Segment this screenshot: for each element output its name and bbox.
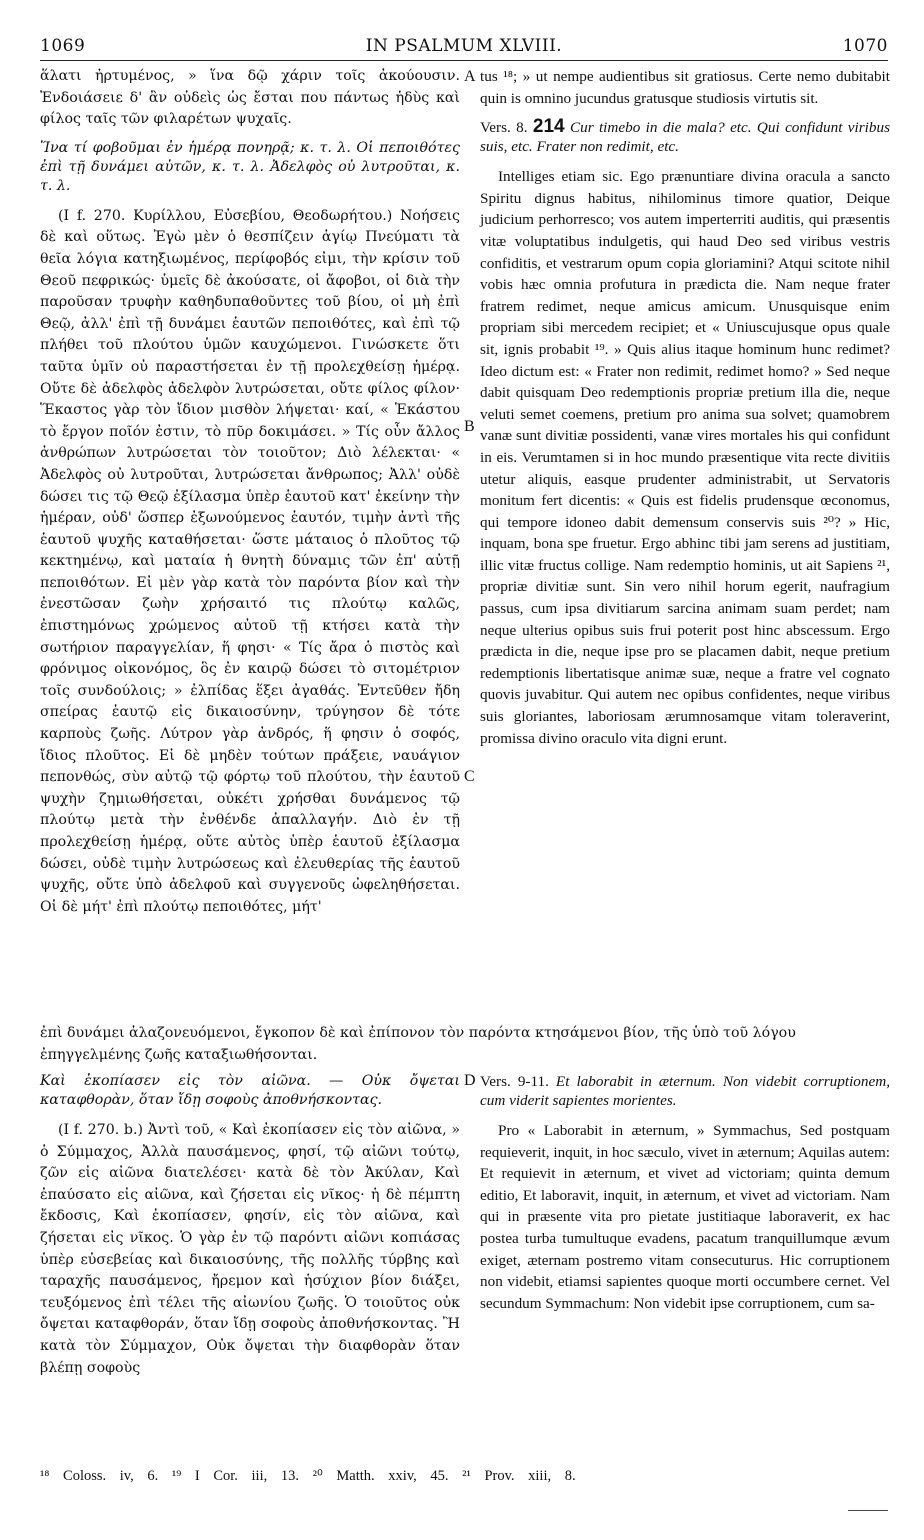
running-header [40, 36, 888, 58]
greek-lemma-2: Καὶ ἐκοπίασεν εἰς τὸν αἰῶνα. — Οὐκ ὄψεται καταφθορὰν, ὅταν ἴδῃ σοφοὺς ἀποθνήσκοντας. [40, 1073, 460, 1108]
latin-lemma-1 [480, 117, 890, 156]
margin-letter-c: C [464, 768, 475, 785]
greek-span-line-1: ἐπὶ δυνάμει ἀλαζονευόμενοι, ἔγκοπον δὲ καὶ ἐπίπονον τὸν παρόντα κτησάμενοι βίον, τῆς ὑπὸ τοῦ λόγου [40, 1025, 796, 1041]
greek-lemma-1: Ἵνα τί φοβοῦμαι ἐν ἡμέρᾳ πονηρᾷ; κ. τ. λ. Οἱ πεποιθότες ἐπὶ τῇ δυνάμει αὐτῶν, κ. τ. λ. Ἀδελφὸς οὐ λυτροῦται, κ. τ. λ. [40, 139, 460, 194]
latin-lemma-1-text: Cur timebo in die mala? etc. Qui confidunt viribus suis, etc. Frater non redimit, etc. [480, 119, 890, 156]
latin-column-lower [480, 1072, 890, 1314]
latin-column [480, 66, 890, 749]
greek-column-lower [40, 1072, 460, 1379]
latin-lemma-2-verse: Vers. 9-11. [480, 1073, 549, 1090]
latin-paragraph-3: Pro « Laborabit in æternum, » Symmachus, Sed postquam requieverit, inquit, in hoc sæculo, vivet in æternum; Aquilas autem: Et requievit in æternum, et vivet ad victoriam; quinta demum editio, Et laboravit, inquit, in æternum, et vivet ad victoriam. Nam qui in præsente vita pro pietate justitiaque laboraverit, ex hac postea turba tumultuque evadens, pacatum tranquillumque ævum exiget, æternam postremo vitam consecuturus. Hic corruptionem non videbit, etiamsi sapientes quoque morti occumbere cernet. Vel secundum Symmachum: Non videbit ipse corruptionem, cum sa- [480, 1122, 890, 1312]
footnotes: ¹⁸ Coloss. iv, 6. ¹⁹ I Cor. iii, 13. ²⁰ Matth. xxiv, 45. ²¹ Prov. xiii, 8. [40, 1468, 576, 1484]
column-number-214: 214 [532, 116, 565, 138]
margin-letter-b: B [464, 418, 475, 435]
greek-paragraph-2: (I f. 270. Κυρίλλου, Εὐσεβίου, Θεοδωρήτου.) Νοήσεις δὲ καὶ οὕτως. Ἐγὼ μὲν ὁ θεσπίζειν ἁγίῳ Πνεύματι τὰ θεῖα λόγια κατηξιωμένος, περίφοβός εἰμι, τὴν κρίσιν τοῦ Θεοῦ πεφρικώς· ὑμεῖς δὲ ἀκούσατε, οἱ ἄφοβοι, οἱ διὰ τὴν παροῦσαν τρυφὴν καθηδυπαθοῦντες τοῦ βίου, οἱ μὴ ἐπὶ Θεῷ, ἀλλ' ἐπὶ τῇ δυνάμει ἑαυτῶν πεποιθότες, καὶ ἐπὶ τῷ πλήθει τοῦ πλούτου ὑμῶν καυχώμενοι. Γινώσκετε ὅτι ταῦτα ὑμῖν οὐ παραστήσεται ἐν τῇ προλεχθείσῃ ἡμέρᾳ. Οὔτε δὲ ἀδελφὸς ἀδελφὸν λυτρώσεται, οὔτε φίλος φίλον· Ἕκαστος γὰρ τὸν ἴδιον μισθὸν λήψεται· καί, « Ἑκάστου τὸ ἔργον ποῖόν ἐστιν, τὸ πῦρ δοκιμάσει. » Τίς οὖν ἄλλος ἀνθρώπων λυτρώσεται τὸν τοιοῦτον; Διὸ λέλεκται· « Ἀδελφὸς οὐ λυτροῦται, λυτρώσεται ἄνθρωπος; Ἀλλ' οὐδὲ δώσει τις τῷ Θεῷ ἐξίλασμα ὑπὲρ ἑαυτοῦ κατ' ἐκείνην τὴν ἡμέραν, οὐδ' ὥσπερ ἐξωνούμενος ἑαυτόν, τιμὴν ἀντὶ τῆς ἑαυτοῦ ψυχῆς καταθήσεται· ὥστε μάταιος ὁ πλοῦτος τῷ κεκτημένῳ, καὶ ματαία ἡ θνητὴ δύναμις τῶν ἐπ' αὐτῇ πεποιθότων. Εἰ μὲν γὰρ κατὰ τὸν παρόντα βίον καὶ τὴν ἐνεστῶσαν ζωὴν χρήσαιτό τις πλούτῳ καλῶς, ἐπιστημόνως χρώμενος αὐτοῦ τῇ κτήσει κατὰ τὴν σωτήριον παραγγελίαν, ἥ φησι· « Τίς ἄρα ὁ πιστὸς καὶ φρόνιμος οἰκονόμος, ὃς ἐν καιρῷ δώσει τὸ σιτομέτριον τοῖς συνδούλοις; » ἐλπίδας ἕξει ἀγαθάς. Ἐντεῦθεν ἤδη σπείρας ἑαυτῷ εἰς δικαιοσύνην, τρύγησον δὲ τότε καρποὺς ζωῆς. Λύτρον γὰρ ἀνδρός, ἥ φησιν ὁ σοφός, ἴδιος πλοῦτος. Εἰ δὲ μηδὲν τούτων πράξειε, ναυάγιον πεπονθώς, σὺν αὐτῷ τῷ φόρτῳ τοῦ πλούτου, τὴν ἑαυτοῦ ψυχὴν ζημιωθήσεται, οὐκέτι χρήσθαι δυνάμενος τῷ πλούτῳ μετὰ τὴν ἐνθένδε ἀπαλλαγήν. Διὸ ἐν τῇ προλεχθείσῃ ἡμέρᾳ, οὔτε αὐτὸς ὑπὲρ ἑαυτοῦ ἐξίλασμα δώσει, οὐδὲ τιμὴν λυτρώσεως καὶ ἐλευθερίας τῆς ἑαυτοῦ ψυχῆς, οὔτε ὑπὸ ἀδελφοῦ καὶ συγγενοῦς ὠφεληθήσεται. Οἱ δὲ μήτ' ἐπὶ πλούτῳ πεποιθότες, μήτ' [40, 207, 460, 915]
latin-lemma-1-verse: Vers. 8. [480, 119, 528, 137]
greek-column [40, 66, 460, 918]
margin-letter-a: A [464, 68, 476, 85]
latin-paragraph-1: tus ¹⁸; » ut nempe audientibus sit gratiosus. Certe nemo dubitabit quin is omnino jucundus gratusque studiosis virtutis sit. [480, 68, 890, 107]
left-page-number: 1069 [40, 36, 86, 56]
margin-letter-d: D [464, 1072, 476, 1089]
latin-paragraph-2: Intelliges etiam sic. Ego prænuntiare divina oracula a sancto Spiritu dignus habitus, nihilominus timore quatior, Deique judicium perhorresco; vos autem imperterriti auditis, qui præsentis vitæ voluptatibus indulgetis, qui haud Deo sed viribus vestris confiditis, et vestrarum opum copia gloriamini? Atqui scitote nihil vobis hæc omnia profutura in prædicta die. Nam neque frater fratrem redimet, neque amicus amicum. Unusquisque enim propriam sibi mercedem recipiet; et « Uniuscujusque opus quale sit, ignis probabit ¹⁹. » Quis alius itaque hominum hunc redimet? Ideo dictum est: « Frater non redimit, redimet homo? » Sed neque dabit quisquam Deo redemptionis propriæ pretium illa die, neque veluti semet coemens, pretium pro anima sua solvet; quamobrem vanæ sunt divitiæ possidenti, vanæ vires mortales his qui confidunt in eis. Verumtamen si in hoc mundo præsentique vita recte divitiis utetur aliquis, easque prudenter administrabit, ut Servatoris monitum fert dicentis: « Quis est fidelis prudensque œconomus, qui tempore idoneo dabit demensum conservis suis ²⁰? » Hic, inquam, bona spe fruetur. Ergo abhinc tibi jam serens ad justitiam, illic vitæ fructus collige. Nam redemptio hominis, ut ait Sapiens ²¹, propriæ divitiæ sunt. Sin vero nihil horum egerit, naufragium passus, cum ipsa divitiarum sarcina animam suam perdet; nam neque ulterius opibus suis frui poterit post hinc abscessum. Ergo prædicta in die, neque ipse pro se placamen dabit, neque pretium redemptionis libertatisque animæ suæ, neque a fratre vel cognato quovis juvabitur. Qui autem nec opibus confidentes, neque viribus suis gloriantes, laboriosam ærumnosamque vitam toleraverint, promissa divino oraculo vita digni erunt. [480, 168, 890, 747]
bottom-rule [848, 1510, 888, 1511]
latin-lemma-2 [480, 1072, 890, 1110]
latin-lemma-2-text: Et laborabit in æternum. Non videbit corruptionem, cum viderit sapientes morientes. [480, 1073, 890, 1109]
header-rule [40, 60, 888, 61]
greek-span-line-2: ἐπηγγελμένης ζωῆς καταξιωθήσονται. [40, 1047, 318, 1063]
greek-paragraph-3: (I f. 270. b.) Ἀντὶ τοῦ, « Καὶ ἐκοπίασεν εἰς τὸν αἰῶνα, » ὁ Σύμμαχος, Ἀλλὰ παυσάμενος, φησί, τῷ αἰῶνι τούτῳ, ζῶν εἰς αἰῶνα διατελέσει· κατὰ δὲ τὸν Ἀκύλαν, Καὶ ἐπαύσατο εἰς αἰῶνα, καὶ ζήσεται εἰς νῖκος· ἡ δὲ πέμπτη ἔκδοσις, Καὶ ἐκοπίασεν, φησίν, εἰς τὸν αἰῶνα, καὶ ζήσεται εἰς νῖκος. Ὁ γὰρ ἐν τῷ παρόντι αἰῶνι κοπιάσας ὑπὲρ εὐσεβείας καὶ δικαιοσύνης, τῆς πολλῆς τύρβης καὶ ταραχῆς παυσάμενος, ἤρεμον καὶ ἡσύχιον βίον διάξει, τευξόμενος ἐπὶ τέλει τῆς αἰωνίου ζωῆς. Ὁ τοιοῦτος οὐκ ὄψεται καταφθοράν, ὅταν ἴδῃ σοφοὺς ἀποθνήσκοντας. Ἢ κατὰ τὸν Σύμμαχον, Οὐκ ὄψεται τὴν διαφθορὰν ὅταν βλέπῃ σοφοὺς [40, 1122, 460, 1376]
greek-paragraph-1: ἅλατι ἠρτυμένος, » ἵνα δῷ χάριν τοῖς ἀκούουσιν. Ἐνδοιάσειε δ' ἂν οὐδεὶς ὡς ἔσται που πάντως ἡδὺς καὶ φίλος ταῖς τῶν φιλαρέτων ψυχαῖς. [40, 68, 460, 128]
right-page-number: 1070 [842, 36, 888, 56]
running-title: IN PSALMUM XLVIII. [365, 36, 563, 56]
